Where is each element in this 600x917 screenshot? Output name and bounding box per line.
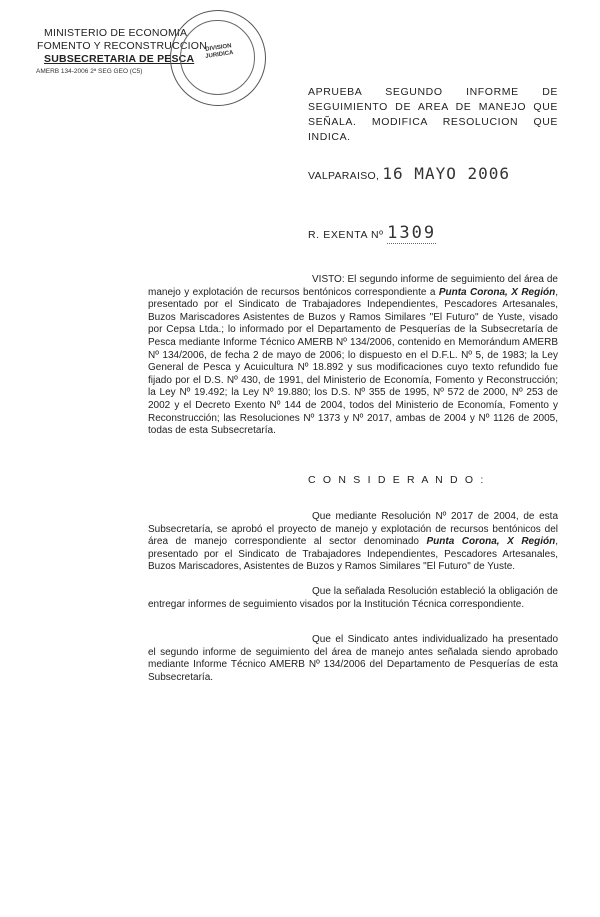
visto-label: VISTO: (312, 274, 345, 285)
item1-place: Punta Corona, X Región (426, 536, 556, 548)
place-label: VALPARAISO, (308, 170, 380, 182)
considerando-heading: C O N S I D E R A N D O : (308, 474, 486, 486)
considerando-item-3 (148, 634, 558, 684)
place-date (308, 164, 510, 183)
visto-paragraph (148, 274, 558, 438)
visto-place: Punta Corona, X Región (438, 286, 556, 298)
seal-line-2: JURIDICA (204, 50, 234, 60)
resolution-title: APRUEBA SEGUNDO INFORME DE SEGUIMIENTO DE AREA DE MANEJO QUE SEÑALA. MODIFICA RESOLUCION QUE INDICA. (308, 86, 558, 143)
visto-text-2: , presentado por el Sindicato de Trabajadores Independientes, Pescadores Artesanales, Buzos Mariscadores Asistentes de Buzos y Ramos Similares "El Futuro" de Yuste, visado por Cepsa Ltda.; lo informado por el Departamento de Pesquerías de la Subsecretaría de Pesca mediante Informe Técnico AMERB Nº 134/2006, contenido en Memorándum AMERB Nº 134/2006, de fecha 2 de mayo de 2006; lo dispuesto en el D.F.L. Nº 5, de 1983; la Ley General de Pesca y Acuicultura Nº 18.892 y sus modificaciones cuyo texto refundido fue fijado por el D.S. Nº 430, de 1991, del Ministerio de Economía, Fomento y Reconstrucción; la Ley Nº 19.492; la Ley Nº 19.880; los D.S. Nº 355 de 1995, Nº 572 de 2000, Nº 253 de 2002 y el Decreto Exento Nº 144 de 2004, todos del Ministerio de Economía, Fomento y Reconstrucción; las Resoluciones Nº 1373 y Nº 2017, ambas de 2004 y Nº 1126 de 2005, todas de esta Subsecretaría. (148, 286, 558, 437)
subsecretaria-line: SUBSECRETARIA DE PESCA (44, 53, 195, 65)
resolution-label: R. EXENTA Nº (308, 229, 384, 241)
ministry-line-1: MINISTERIO DE ECONOMIA (44, 27, 188, 39)
seal-stamp (170, 10, 266, 106)
item1-text-a: Que mediante Resolución Nº 2017 de 2004, de esta Subsecretaría, se aprobó el proyecto de manejo y explotación de recursos bentónicos del área de manejo correspondiente al sector denominado (148, 511, 558, 548)
visto-text-1: El segundo informe de seguimiento del área de manejo y explotación de recursos bentónicos correspondiente a (148, 274, 558, 298)
ministry-line-2: FOMENTO Y RECONSTRUCCION (37, 40, 207, 52)
resolution-number: 1309 (387, 223, 437, 243)
considerando-item-1 (148, 511, 558, 574)
resolution-number-line (308, 223, 436, 243)
item3-text: Que el Sindicato antes individualizado ha presentado el segundo informe de seguimiento del área de manejo antes señalada siendo aprobado mediante Informe Técnico AMERB Nº 134/2006 del Departamento de Pesquerías de esta Subsecretaría. (148, 634, 558, 683)
item2-text: Que la señalada Resolución estableció la obligación de entregar informes de seguimiento visados por la Institución Técnica correspondiente. (148, 586, 558, 610)
reference-code: AMERB 134-2006 2ª SEG GEO (C5) (36, 68, 143, 75)
item1-text-b: , presentado por el Sindicato de Trabajadores Independientes, Pescadores Artesanales, Buzos Mariscadores, Asistentes de Buzos y Ramos Similares "El Futuro" de Yuste. (148, 536, 558, 573)
handwritten-date: 16 MAYO 2006 (382, 164, 510, 183)
considerando-item-2 (148, 586, 558, 611)
seal-line-1: DIVISION (204, 43, 232, 53)
